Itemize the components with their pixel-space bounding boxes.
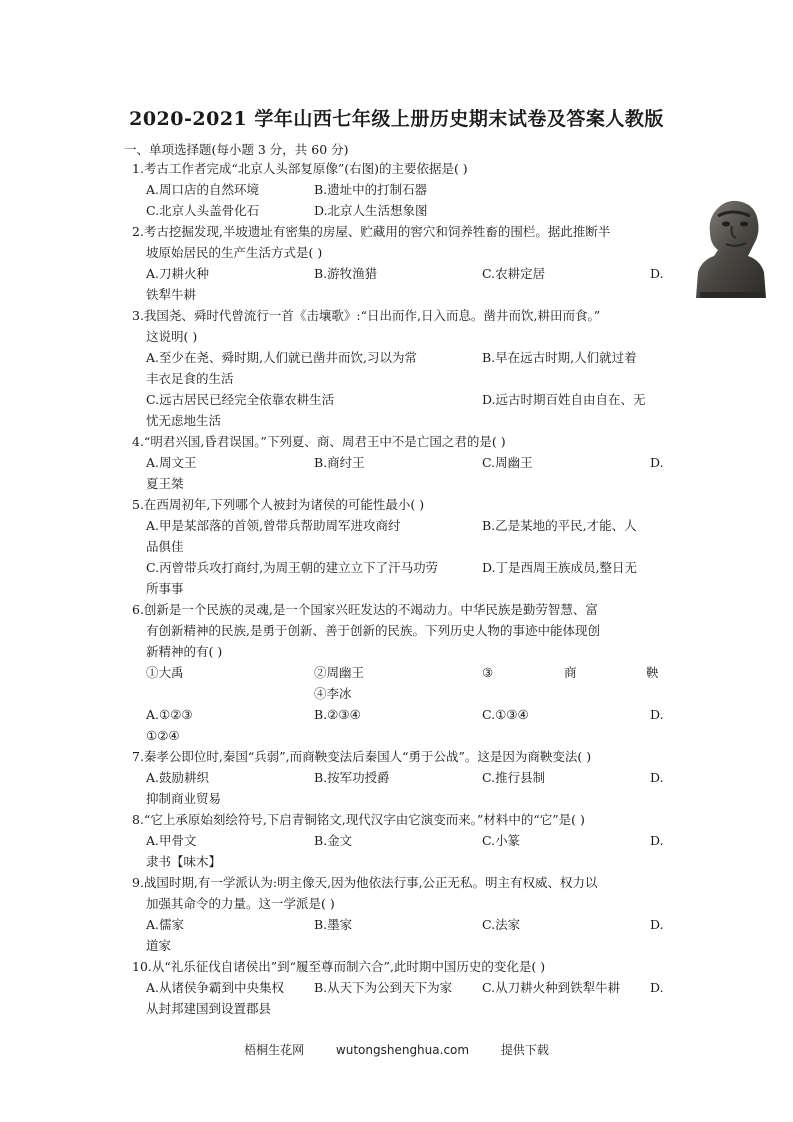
- question-stem-line1: 6.创新是一个民族的灵魂,是一个国家兴旺发达的不竭动力。中华民族是勤劳智慧、富: [132, 602, 598, 617]
- option-b-continued: 丰衣足食的生活: [146, 371, 234, 386]
- option-a: A.周口店的自然环境: [146, 182, 260, 197]
- page-footer: [0, 1041, 793, 1058]
- option-a: A.甲骨文: [146, 833, 197, 848]
- option-b: B.②③④: [314, 707, 361, 722]
- option-d: D.: [650, 266, 664, 281]
- option-b-continued: 品俱佳: [146, 539, 184, 554]
- question-stem-line1: 3.我国尧、舜时代曾流行一首《击壤歌》:“日出而作,日入而息。凿井而饮,耕田而食。”: [132, 308, 601, 323]
- option-c: C.①③④: [482, 707, 529, 722]
- option-a: A.甲是某部落的首领,曾带兵帮助周军进攻商纣: [146, 518, 401, 533]
- question-1: [132, 158, 672, 221]
- question-stem: 5.在西周初年,下列哪个人被封为诸侯的可能性最小( ): [132, 497, 425, 512]
- footer-note: 提供下载: [500, 1043, 549, 1057]
- question-stem: 7.秦孝公即位时,秦国“兵弱”,而商鞅变法后秦国人“勇于公战”。这是因为商鞅变法( ): [132, 749, 592, 764]
- question-stem: 1.考古工作者完成“北京人头部复原像”(右图)的主要依据是( ): [132, 161, 468, 176]
- question-stem-line2: 这说明( ): [146, 329, 198, 344]
- item-2: ②周幽王: [314, 665, 365, 680]
- option-d: D.: [650, 707, 664, 722]
- option-d-text: 铁犁牛耕: [146, 287, 197, 302]
- option-d-text: 抑制商业贸易: [146, 791, 222, 806]
- option-d: D.远古时期百姓自由自在、无: [482, 392, 646, 407]
- item-4: ④李冰: [314, 686, 352, 701]
- item-3-mark: ③: [482, 665, 494, 680]
- option-a: A.①②③: [146, 707, 193, 722]
- option-a: A.刀耕火种: [146, 266, 210, 281]
- option-d-text: 隶书【味木】: [146, 854, 222, 869]
- option-b: B.墨家: [314, 917, 353, 932]
- question-stem-line2: 坡原始居民的生产生活方式是( ): [146, 245, 323, 260]
- option-d-text: ①②④: [146, 728, 180, 743]
- peking-man-bust-image: [688, 194, 770, 300]
- question-stem: 4.“明君兴国,昏君误国。”下列夏、商、周君王中不是亡国之君的是( ): [132, 434, 506, 449]
- item-3-char1: 商: [564, 665, 577, 680]
- option-d: D.: [650, 455, 664, 470]
- question-8: [132, 809, 672, 872]
- option-b: B.从天下为公到天下为家: [314, 980, 453, 995]
- question-stem-line2: 有创新精神的民族,是勇于创新、善于创新的民族。下列历史人物的事迹中能体现创: [146, 623, 600, 638]
- option-d-continued: 所事事: [146, 581, 184, 596]
- option-b: B.按军功授爵: [314, 770, 390, 785]
- question-stem: 8.“它上承原始刻绘符号,下启青铜铭文,现代汉字由它演变而来。”材料中的“它”是( ): [132, 812, 585, 827]
- option-a: A.鼓励耕织: [146, 770, 210, 785]
- option-a: A.从诸侯争霸到中央集权: [146, 980, 285, 995]
- option-d: D.: [650, 917, 664, 932]
- option-c: C.北京人头盖骨化石: [146, 203, 260, 218]
- option-d: D.丁是西周王族成员,整日无: [482, 560, 638, 575]
- question-9: [132, 872, 672, 956]
- section-heading: 一、单项选择题(每小题 3 分，共 60 分): [124, 142, 349, 157]
- question-stem-line3: 新精神的有( ): [146, 644, 223, 659]
- option-c: C.农耕定居: [482, 266, 546, 281]
- option-a: A.儒家: [146, 917, 185, 932]
- option-d: D.: [650, 980, 664, 995]
- option-b: B.早在远古时期,人们就过着: [482, 350, 637, 365]
- option-d: D.北京人生活想象图: [314, 203, 428, 218]
- option-c: C.丙曾带兵攻打商纣,为周王朝的建立立下了汗马功劳: [146, 560, 439, 575]
- question-5: [132, 494, 672, 599]
- option-b: B.金文: [314, 833, 353, 848]
- option-d: D.: [650, 770, 664, 785]
- item-3-char2: 鞅: [646, 665, 659, 680]
- question-2: [132, 221, 672, 305]
- question-list: [132, 158, 672, 1019]
- option-b: B.遗址中的打制石器: [314, 182, 428, 197]
- option-c: C.法家: [482, 917, 521, 932]
- option-c: C.小篆: [482, 833, 521, 848]
- question-6: [132, 599, 672, 746]
- option-d-text: 从封邦建国到设置郡县: [146, 1001, 272, 1016]
- question-stem-line1: 2.考古挖掘发现,半坡遗址有密集的房屋、贮藏用的窖穴和饲养牲畜的围栏。据此推断半: [132, 224, 611, 239]
- question-stem-line2: 加强其命令的力量。这一学派是( ): [146, 896, 335, 911]
- option-d-text: 道家: [146, 938, 172, 953]
- option-b: B.游牧渔猎: [314, 266, 378, 281]
- option-c: C.周幽王: [482, 455, 533, 470]
- option-d-text: 夏王桀: [146, 476, 184, 491]
- option-a: A.至少在尧、舜时期,人们就已凿井而饮,习以为常: [146, 350, 417, 365]
- option-a: A.周文王: [146, 455, 197, 470]
- item-1: ①大禹: [146, 665, 184, 680]
- question-4: [132, 431, 672, 494]
- option-c: C.推行县制: [482, 770, 546, 785]
- option-c: C.远古居民已经完全依靠农耕生活: [146, 392, 335, 407]
- question-7: [132, 746, 672, 809]
- option-c: C.从刀耕火种到铁犁牛耕: [482, 980, 621, 995]
- footer-url: wutongshenghua.com: [335, 1043, 470, 1057]
- option-b: B.商纣王: [314, 455, 365, 470]
- question-stem-line1: 9.战国时期,有一学派认为:明主像天,因为他依法行事,公正无私。明主有权威、权力以: [132, 875, 598, 890]
- option-b: B.乙是某地的平民,才能、人: [482, 518, 637, 533]
- footer-site-name: 梧桐生花网: [244, 1043, 305, 1057]
- question-10: [132, 956, 672, 1019]
- option-d-continued: 忧无虑地生活: [146, 413, 222, 428]
- question-3: [132, 305, 672, 431]
- question-stem: 10.从“礼乐征伐自诸侯出”到“履至尊而制六合”,此时期中国历史的变化是( ): [132, 959, 546, 974]
- option-d: D.: [650, 833, 664, 848]
- page-title: 2020-2021 学年山西七年级上册历史期末试卷及答案人教版: [129, 108, 664, 130]
